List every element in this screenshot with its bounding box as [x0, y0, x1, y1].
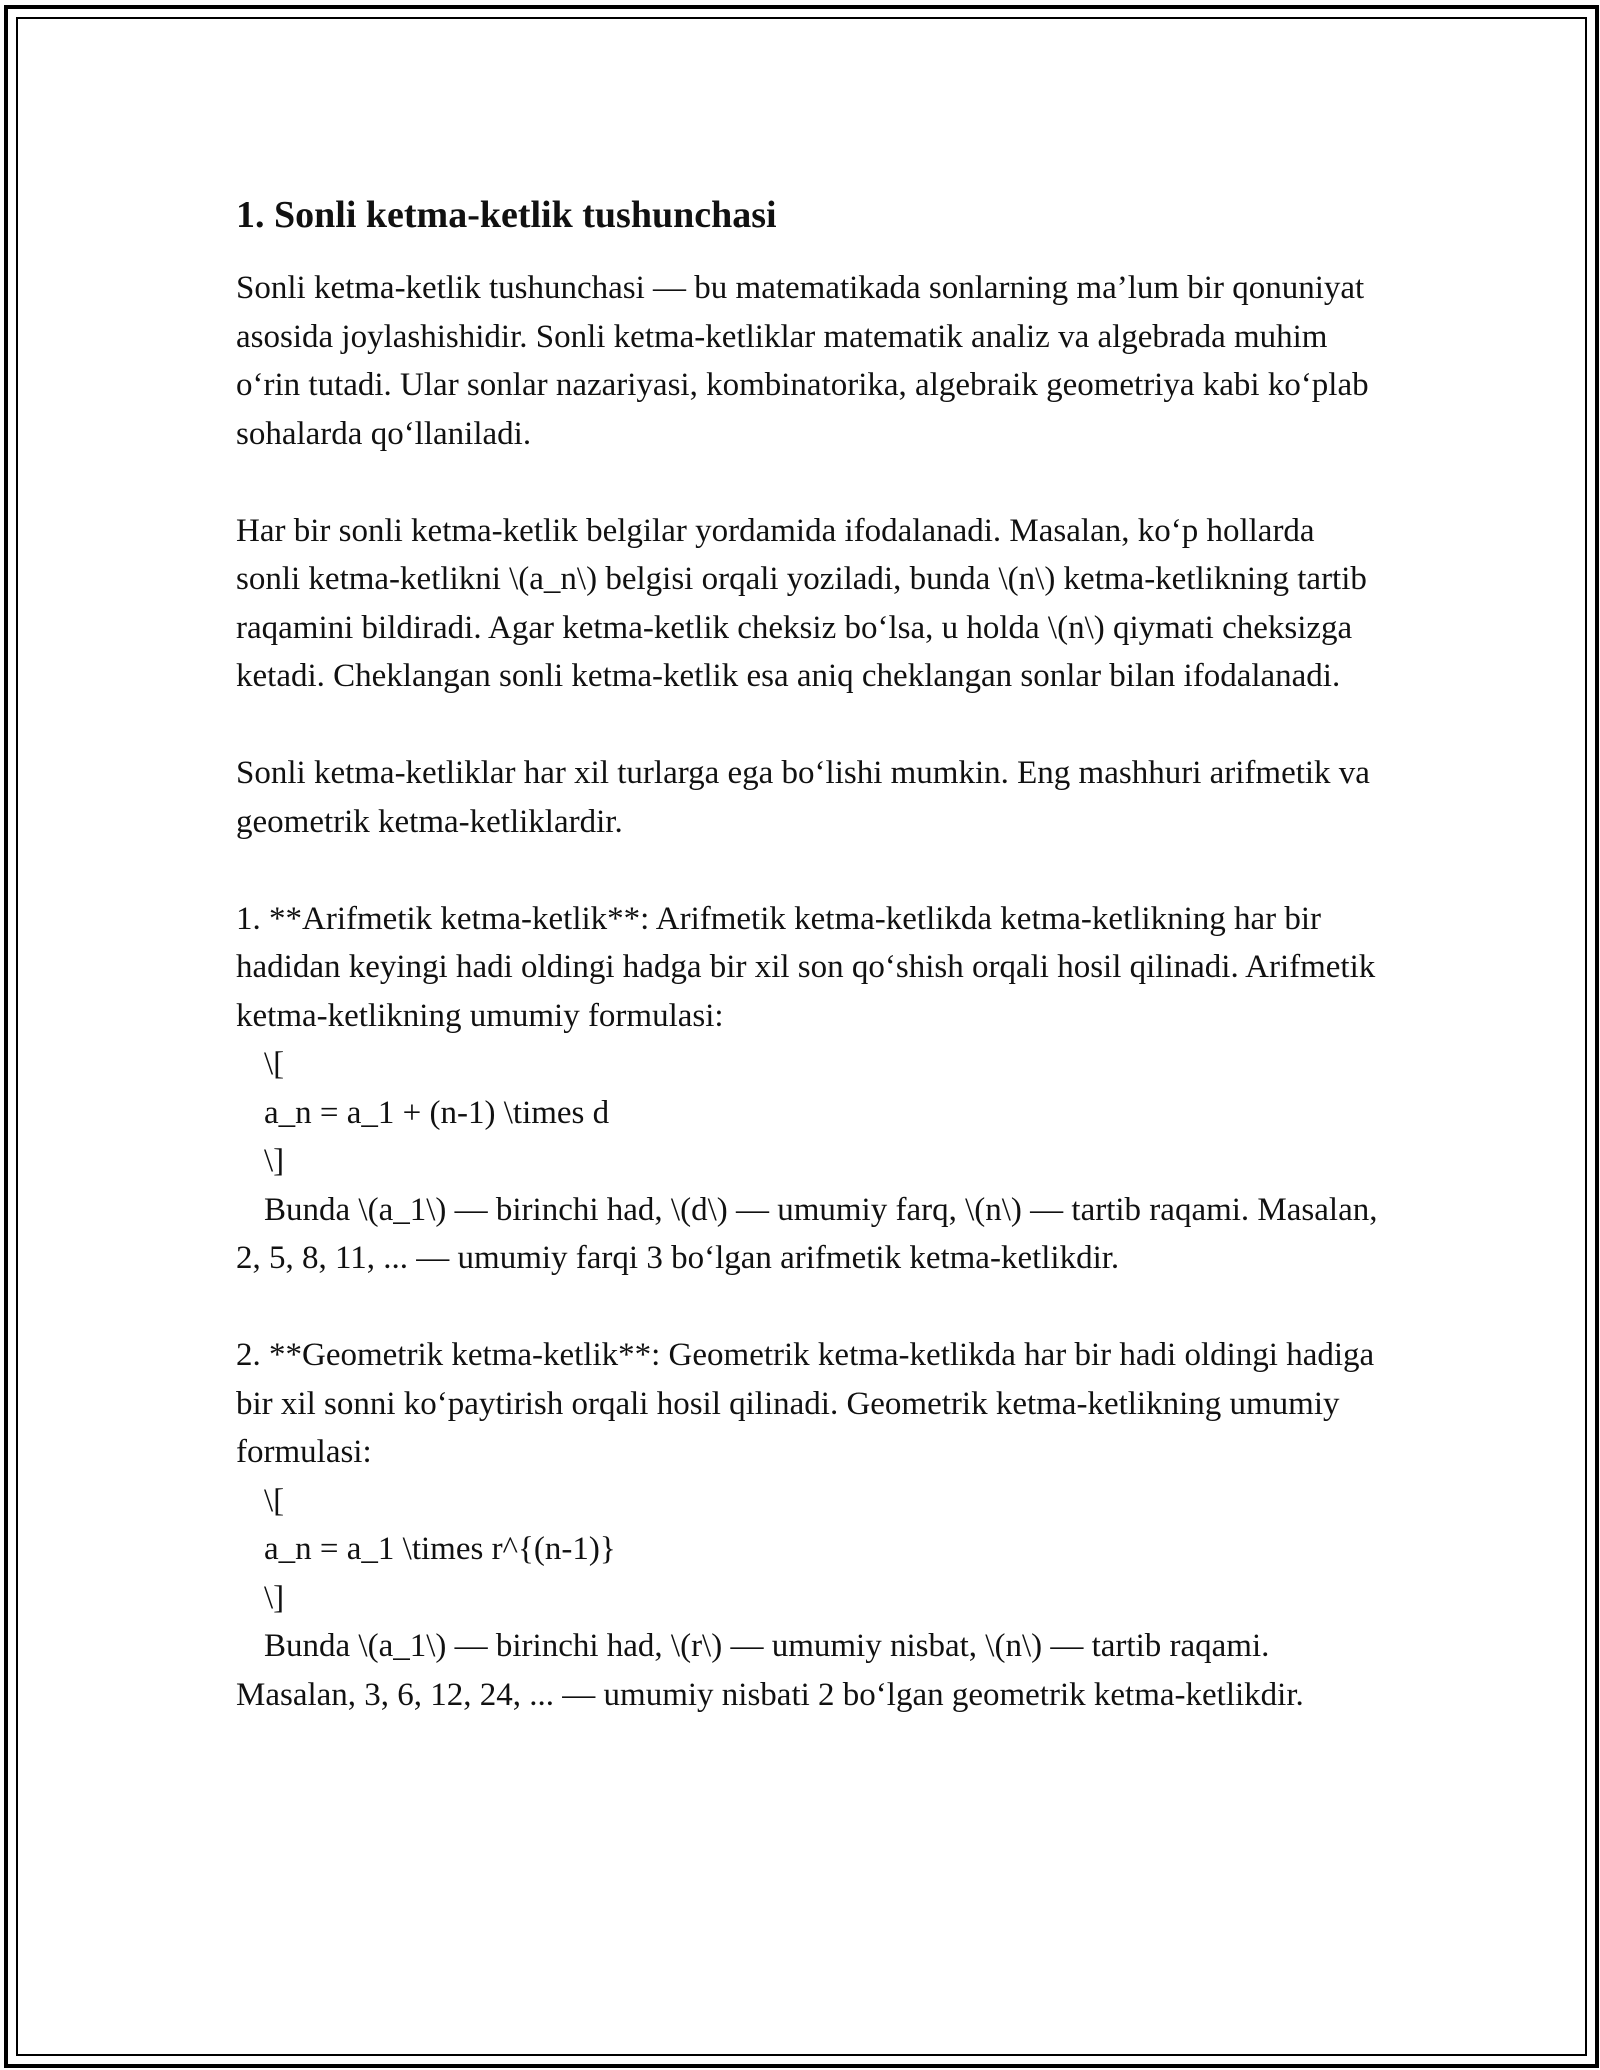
paragraph-notation: Har bir sonli ketma-ketlik belgilar yordamida ifodalanadi. Masalan, koʻp hollarda sonli ketma-ketlikni \(a_n\) belgisi orqali yoziladi, bunda \(n\) ketma-ketlikning tartib raqamini bildiradi. Agar ketma-ketlik cheksiz boʻlsa, u holda \(n\) qiymati cheksizga ketadi. Cheklangan sonli ketma-ketlik esa aniq cheklangan sonlar bilan ifodalanadi. [236, 512, 1367, 694]
formula-text: a_n = a_1 + (n-1) \times d [264, 1094, 610, 1131]
list-item-explanation: Bunda \(a_1\) — birinchi had, \(r\) — umumiy nisbat, \(n\) — tartib raqami. Masalan, 3, 6, 12, 24, ... — umumiy nisbati 2 boʻlgan geometrik ketma-ketlikdir. [236, 1628, 1304, 1713]
formula-open: \[ [264, 1482, 285, 1519]
paragraph-gap [236, 458, 1386, 507]
list-item-arithmetic [236, 895, 1386, 1283]
paragraph-gap [236, 701, 1386, 750]
list-item-geometric [236, 1331, 1386, 1719]
formula-open: \[ [264, 1046, 285, 1082]
paragraph-gap [236, 846, 1386, 895]
list-item-explanation: Bunda \(a_1\) — birinchi had, \(d\) — umumiy farq, \(n\) — tartib raqami. Masalan, 2, 5, 8, 11, ... — umumiy farqi 3 boʻlgan arifmetik ketma-ketlikdir. [236, 1191, 1378, 1276]
section-heading: 1. Sonli ketma-ketlik tushunchasi [236, 194, 777, 236]
document-body [236, 188, 1386, 1719]
formula-text: a_n = a_1 \times r^{(n-1)} [264, 1531, 616, 1567]
paragraph-intro: Sonli ketma-ketlik tushunchasi — bu matematikada sonlarning ma’lum bir qonuniyat asosida joylashishidir. Sonli ketma-ketliklar matematik analiz va algebrada muhim oʻrin tutadi. Ular sonlar nazariyasi, kombinatorika, algebraik geometriya kabi koʻplab sohalarda qoʻllaniladi. [236, 270, 1369, 452]
list-item-intro: 1. **Arifmetik ketma-ketlik**: Arifmetik ketma-ketlikda ketma-ketlikning har bir hadidan keyingi hadi oldingi hadga bir xil son qoʻshish orqali hosil qilinadi. Arifmetik ketma-ketlikning umumiy formulasi: [236, 900, 1376, 1034]
paragraph-gap [236, 1283, 1386, 1332]
formula-close: \] [264, 1143, 285, 1179]
list-item-intro: 2. **Geometrik ketma-ketlik**: Geometrik ketma-ketlikda har bir hadi oldingi hadiga bir xil sonni koʻpaytirish orqali hosil qilinadi. Geometrik ketma-ketlikning umumiy formulasi: [236, 1337, 1375, 1470]
paragraph-types: Sonli ketma-ketliklar har xil turlarga ega boʻlishi mumkin. Eng mashhuri arifmetik va geometrik ketma-ketliklardir. [236, 755, 1370, 840]
formula-close: \] [264, 1579, 285, 1616]
